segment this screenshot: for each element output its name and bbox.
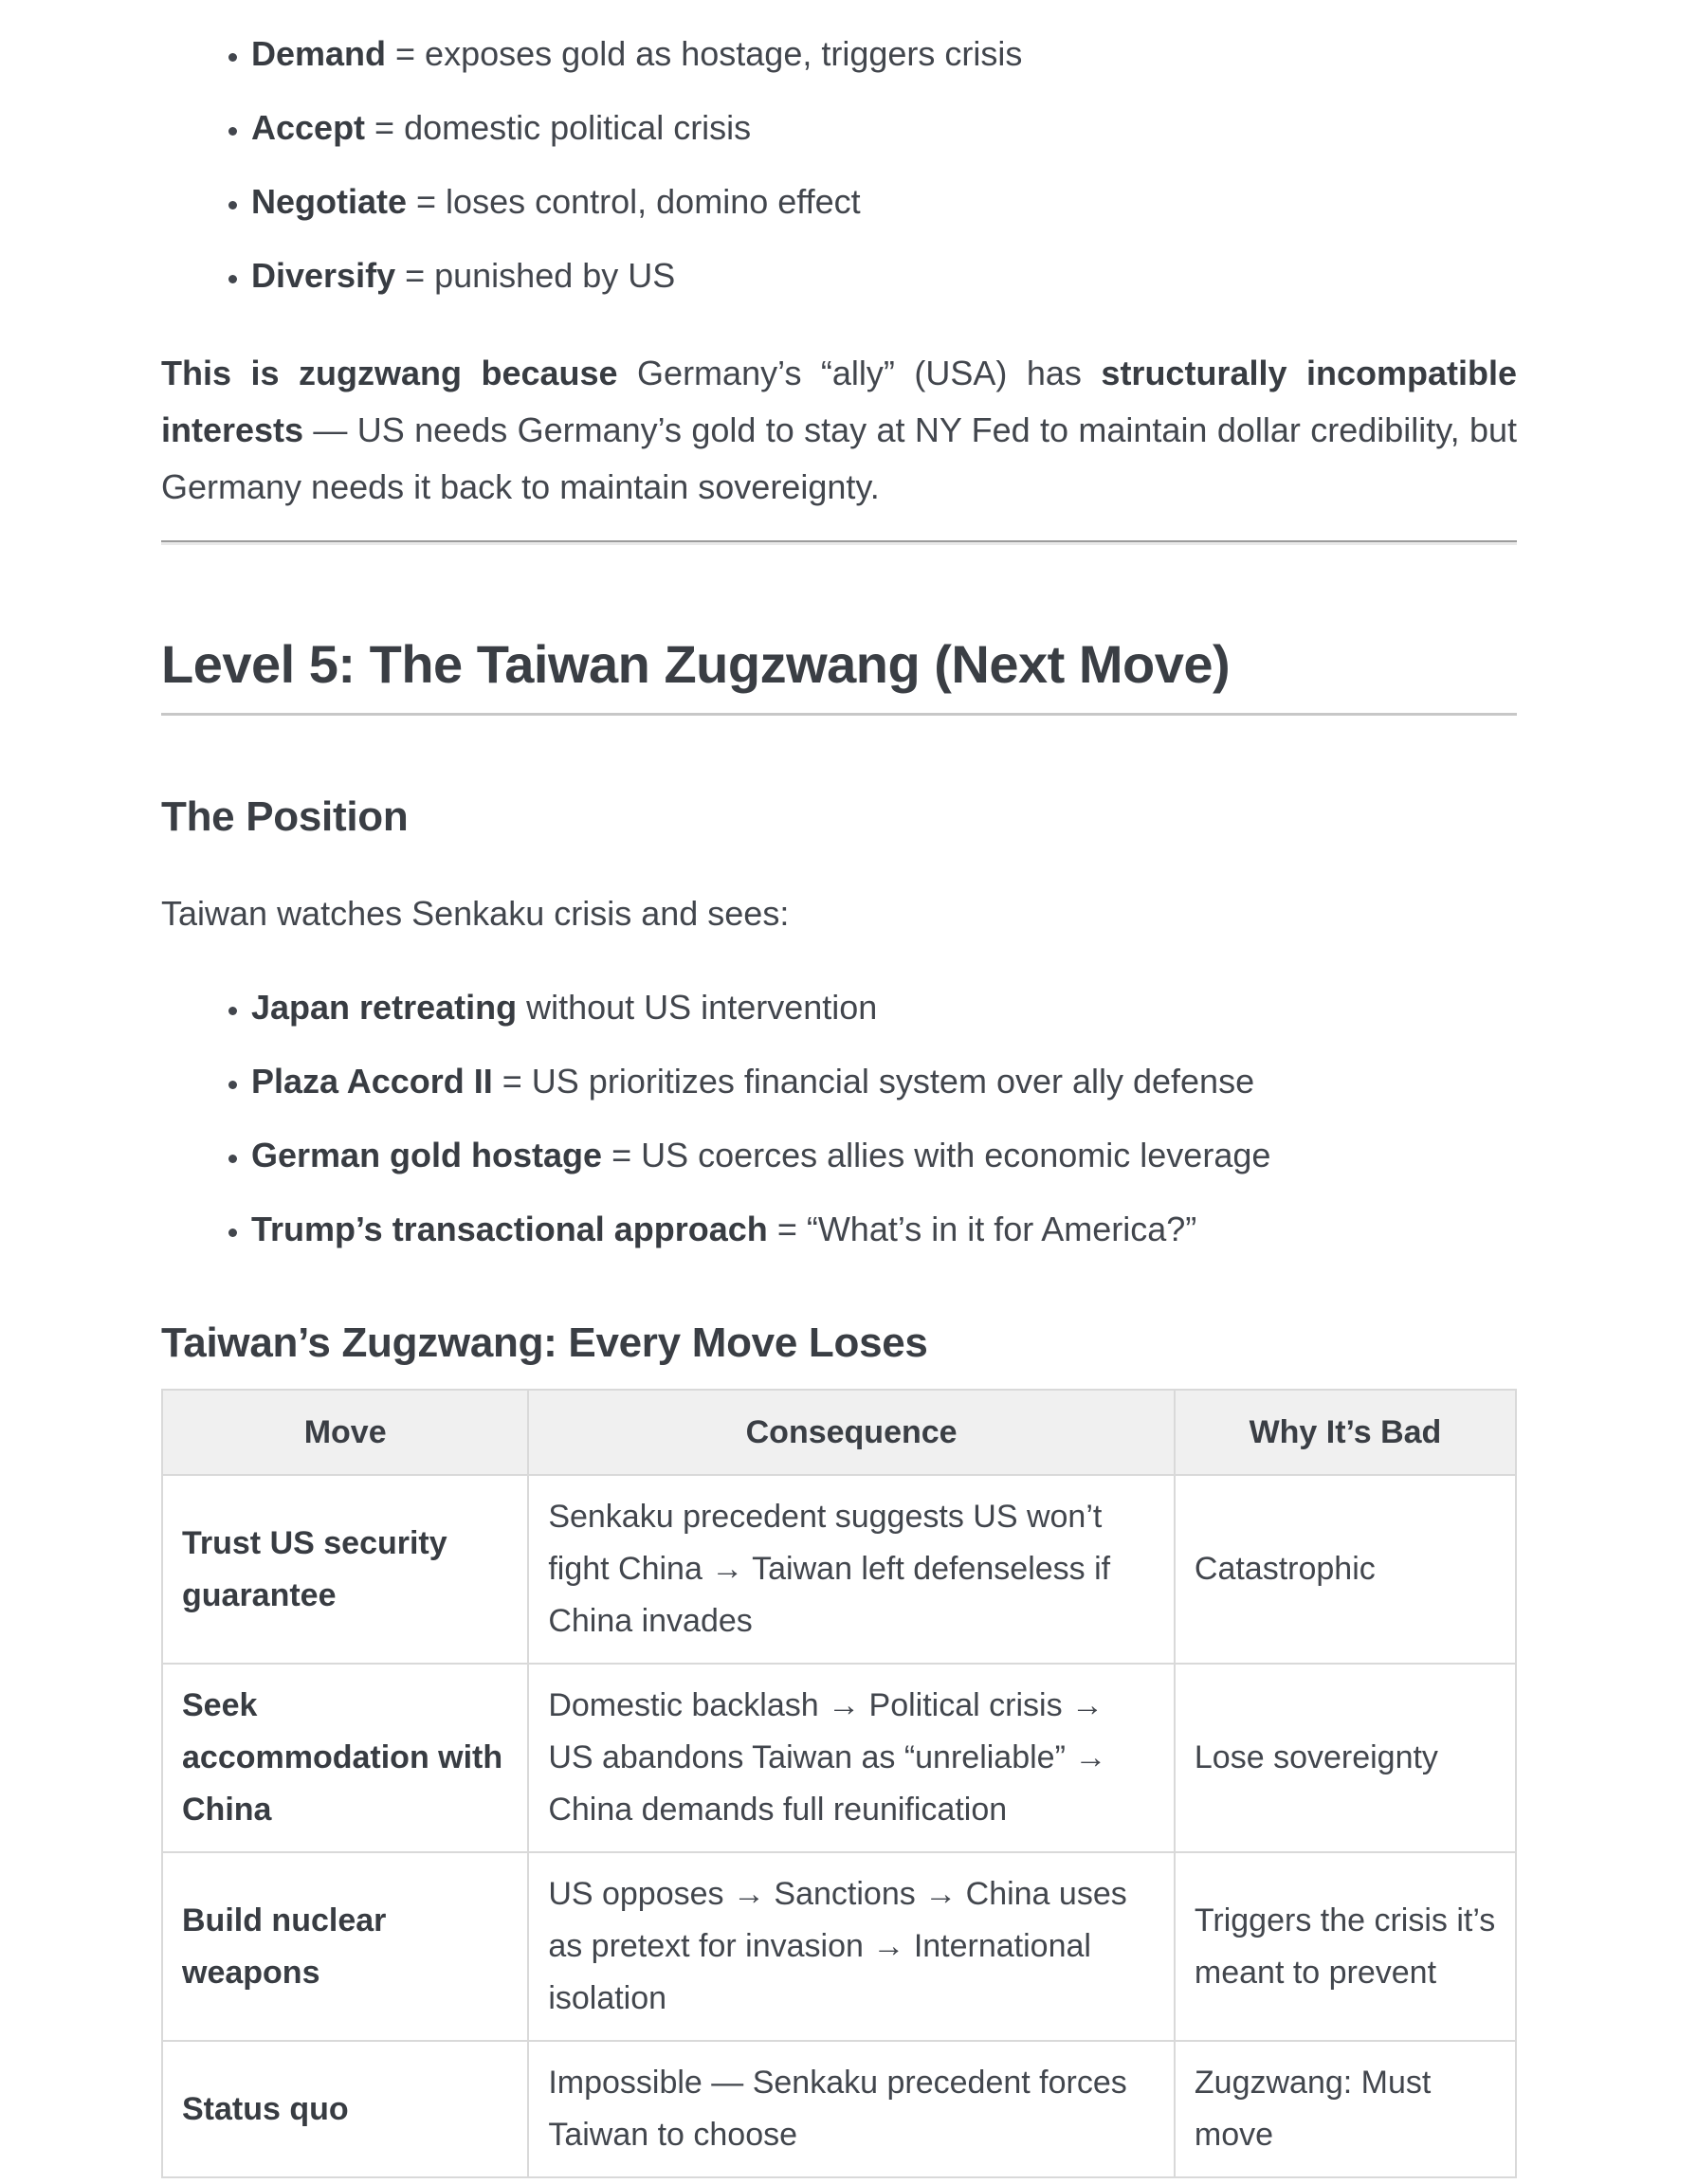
list-item — [251, 1054, 1517, 1109]
table-row — [162, 1852, 1516, 2041]
list-item — [251, 174, 1517, 229]
table-row — [162, 1664, 1516, 1852]
list-item — [251, 980, 1517, 1035]
position-intro-paragraph: Taiwan watches Senkaku crisis and sees: — [161, 894, 790, 933]
list-item — [251, 1128, 1517, 1183]
paragraph-bold-lead: This is zugzwang because — [161, 354, 618, 392]
spacer — [161, 942, 1517, 980]
cell-move: Status quo — [162, 2041, 528, 2177]
section-divider — [161, 540, 1517, 545]
subsection-title-the-position: The Position — [161, 793, 409, 840]
table-header — [162, 1390, 1516, 1475]
paragraph-text: — US needs Germany’s gold to stay at NY Fed to maintain dollar credibility, but Germany needs it back to maintain sovereignty. — [161, 410, 1517, 506]
list-item-text: = “What’s in it for America?” — [767, 1210, 1197, 1248]
list-item-term: Negotiate — [251, 182, 408, 221]
column-header-why-its-bad: Why It’s Bad — [1175, 1390, 1516, 1475]
table-row — [162, 2041, 1516, 2177]
column-header-move: Move — [162, 1390, 528, 1475]
cell-move: Build nuclear weapons — [162, 1852, 528, 2041]
list-item-term: Japan retreating — [251, 988, 518, 1027]
list-item-term: Demand — [251, 34, 387, 73]
list-item-text: = exposes gold as hostage, triggers crisis — [386, 34, 1023, 73]
list-item-text: = US coerces allies with economic leverage — [602, 1136, 1271, 1174]
section-title-level5: Level 5: The Taiwan Zugzwang (Next Move) — [161, 632, 1517, 716]
german-options-list — [161, 27, 1517, 303]
table-header-row — [162, 1390, 1516, 1475]
cell-consequence: Impossible — Senkaku precedent forces Taiwan to choose — [528, 2041, 1175, 2177]
taiwan-observations-list — [161, 980, 1517, 1257]
list-item — [251, 1202, 1517, 1257]
list-item-term: German gold hostage — [251, 1136, 603, 1174]
list-item-term: Diversify — [251, 256, 396, 295]
column-header-consequence: Consequence — [528, 1390, 1175, 1475]
table-row — [162, 1475, 1516, 1664]
list-item-text: = US prioritizes financial system over ally defense — [492, 1062, 1255, 1101]
cell-consequence: Senkaku precedent suggests US won’t fight China → Taiwan left defenseless if China invades — [528, 1475, 1175, 1664]
list-item — [251, 248, 1517, 303]
paragraph-bold-phrase: structurally incompatible interests — [161, 354, 1518, 449]
cell-move: Trust US security guarantee — [162, 1475, 528, 1664]
cell-move: Seek accommodation with China — [162, 1664, 528, 1852]
cell-why: Catastrophic — [1175, 1475, 1516, 1664]
list-item-text: = domestic political crisis — [365, 108, 752, 147]
cell-consequence: US opposes → Sanctions → China uses as pretext for invasion → International isolation — [528, 1852, 1175, 2041]
list-item-term: Accept — [251, 108, 366, 147]
zugzwang-moves-table — [161, 1389, 1517, 2178]
list-item — [251, 100, 1517, 155]
subsection-title-zugzwang-table: Taiwan’s Zugzwang: Every Move Loses — [161, 1320, 928, 1366]
zugzwang-explanation-paragraph — [161, 345, 1517, 516]
list-item-text: = loses control, domino effect — [407, 182, 861, 221]
table-body — [162, 1475, 1516, 2177]
list-item-text: without US intervention — [517, 988, 878, 1027]
list-item-term: Trump’s transactional approach — [251, 1210, 768, 1248]
cell-why: Zugzwang: Must move — [1175, 2041, 1516, 2177]
list-item — [251, 27, 1517, 82]
cell-consequence: Domestic backlash → Political crisis → US abandons Taiwan as “unreliable” → China demands full reunification — [528, 1664, 1175, 1852]
list-item-text: = punished by US — [395, 256, 676, 295]
cell-why: Triggers the crisis it’s meant to prevent — [1175, 1852, 1516, 2041]
list-item-term: Plaza Accord II — [251, 1062, 493, 1101]
cell-why: Lose sovereignty — [1175, 1664, 1516, 1852]
paragraph-text: Germany’s “ally” (USA) has — [617, 354, 1102, 392]
